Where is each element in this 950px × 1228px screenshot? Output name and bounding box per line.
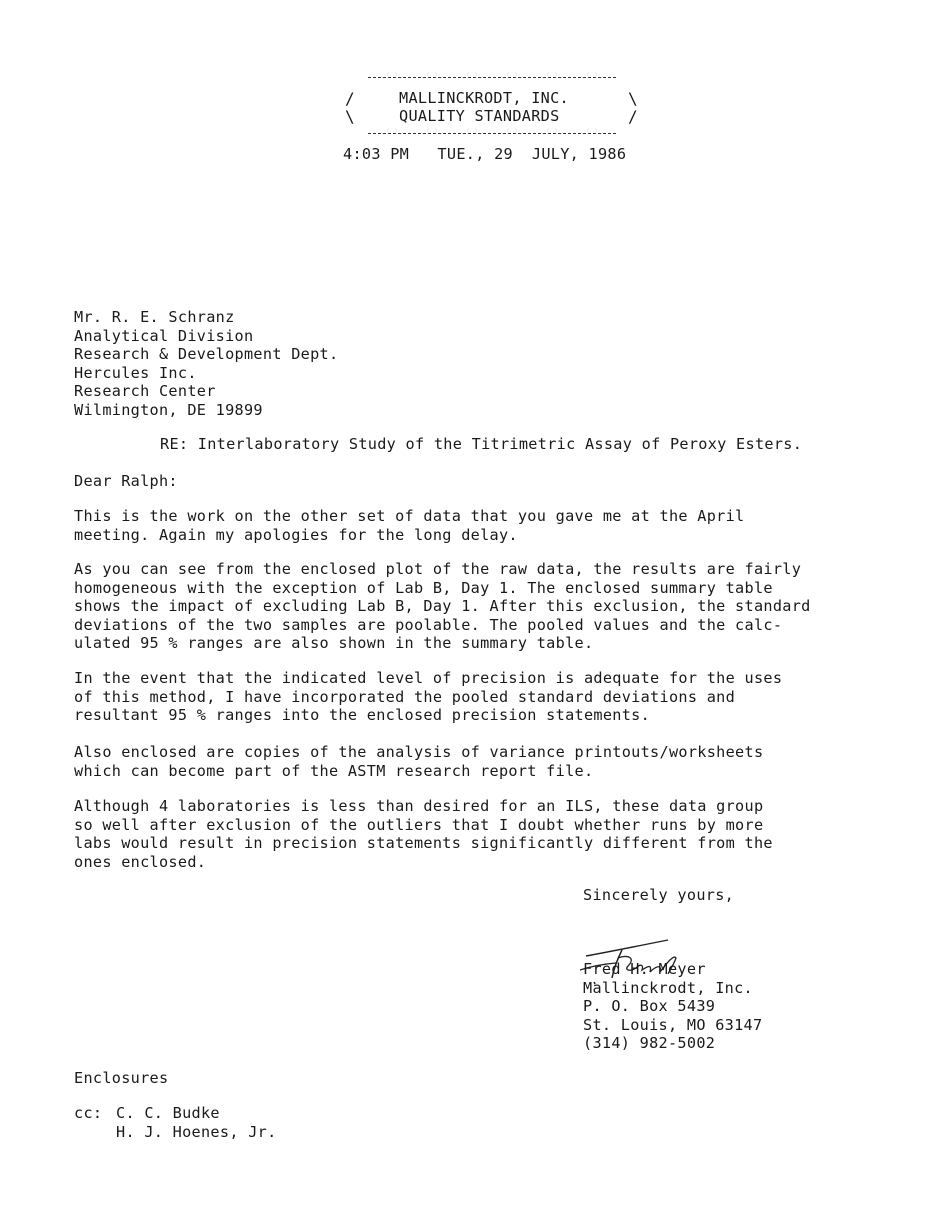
- letter-datetime: 4:03 PM TUE., 29 JULY, 1986: [343, 145, 627, 163]
- body-line: ones enclosed.: [74, 852, 207, 871]
- paragraph-5: [74, 797, 934, 871]
- recipient-line: Hercules Inc.: [74, 363, 197, 382]
- recipient-line: Analytical Division: [74, 326, 254, 345]
- body-line: homogeneous with the exception of Lab B, Day 1. The enclosed summary table: [74, 578, 773, 597]
- letterhead-top-rule: [368, 77, 616, 78]
- department-name: QUALITY STANDARDS: [399, 107, 560, 125]
- body-line: This is the work on the other set of data that you gave me at the April: [74, 507, 745, 525]
- valediction: Sincerely yours,: [583, 886, 735, 904]
- body-line: shows the impact of excluding Lab B, Day 1. After this exclusion, the standard: [74, 597, 811, 615]
- paragraph-2: [74, 560, 934, 653]
- body-line: Although 4 laboratories is less than desired for an ILS, these data group: [74, 797, 764, 815]
- letterhead-slash-left-top: /: [345, 89, 355, 108]
- body-line: resultant 95 % ranges into the enclosed precision statements.: [74, 706, 651, 724]
- body-line: ulated 95 % ranges are also shown in the summary table.: [74, 634, 594, 652]
- sender-line: Fred H. Meyer: [583, 960, 706, 978]
- recipient-line: Wilmington, DE 19899: [74, 400, 263, 419]
- recipient-line: Research Center: [74, 382, 216, 400]
- paragraph-3: [74, 669, 934, 725]
- body-line: which can become part of the ASTM research report file.: [74, 761, 594, 780]
- letterhead-bottom-rule: [368, 133, 616, 134]
- body-line: of this method, I have incorporated the pooled standard deviations and: [74, 687, 736, 706]
- body-line: Also enclosed are copies of the analysis of variance printouts/worksheets: [74, 743, 764, 761]
- paragraph-1: [74, 507, 934, 544]
- sender-line: Mallinckrodt, Inc.: [583, 978, 753, 997]
- recipient-address: [74, 308, 934, 419]
- body-line: labs would result in precision statements significantly different from the: [74, 834, 773, 852]
- letterhead-slash-left-bottom: \: [345, 107, 355, 126]
- sender-line: (314) 982-5002: [583, 1034, 716, 1052]
- salutation: Dear Ralph:: [74, 472, 178, 490]
- body-line: meeting. Again my apologies for the long delay.: [74, 525, 518, 544]
- subject-line: RE: Interlaboratory Study of the Titrimetric Assay of Peroxy Esters.: [160, 435, 803, 453]
- body-line: In the event that the indicated level of precision is adequate for the uses: [74, 669, 783, 687]
- paragraph-4: [74, 743, 934, 780]
- body-line: so well after exclusion of the outliers that I doubt whether runs by more: [74, 815, 764, 834]
- enclosures-label: Enclosures: [74, 1069, 169, 1087]
- sender-line: St. Louis, MO 63147: [583, 1015, 763, 1034]
- recipient-line: Research & Development Dept.: [74, 345, 339, 363]
- recipient-line: Mr. R. E. Schranz: [74, 308, 235, 326]
- company-name: MALLINCKRODT, INC.: [399, 89, 569, 107]
- cc-label: cc:: [74, 1104, 103, 1122]
- sender-block: [583, 960, 923, 1053]
- sender-line: P. O. Box 5439: [583, 997, 716, 1015]
- cc-name: H. J. Hoenes, Jr.: [116, 1123, 277, 1141]
- body-line: As you can see from the enclosed plot of the raw data, the results are fairly: [74, 560, 802, 578]
- cc-name: C. C. Budke: [116, 1104, 220, 1122]
- letterhead-slash-right-top: \: [628, 89, 638, 108]
- letterhead-slash-right-bottom: /: [628, 107, 638, 126]
- body-line: deviations of the two samples are poolable. The pooled values and the calc-: [74, 615, 783, 634]
